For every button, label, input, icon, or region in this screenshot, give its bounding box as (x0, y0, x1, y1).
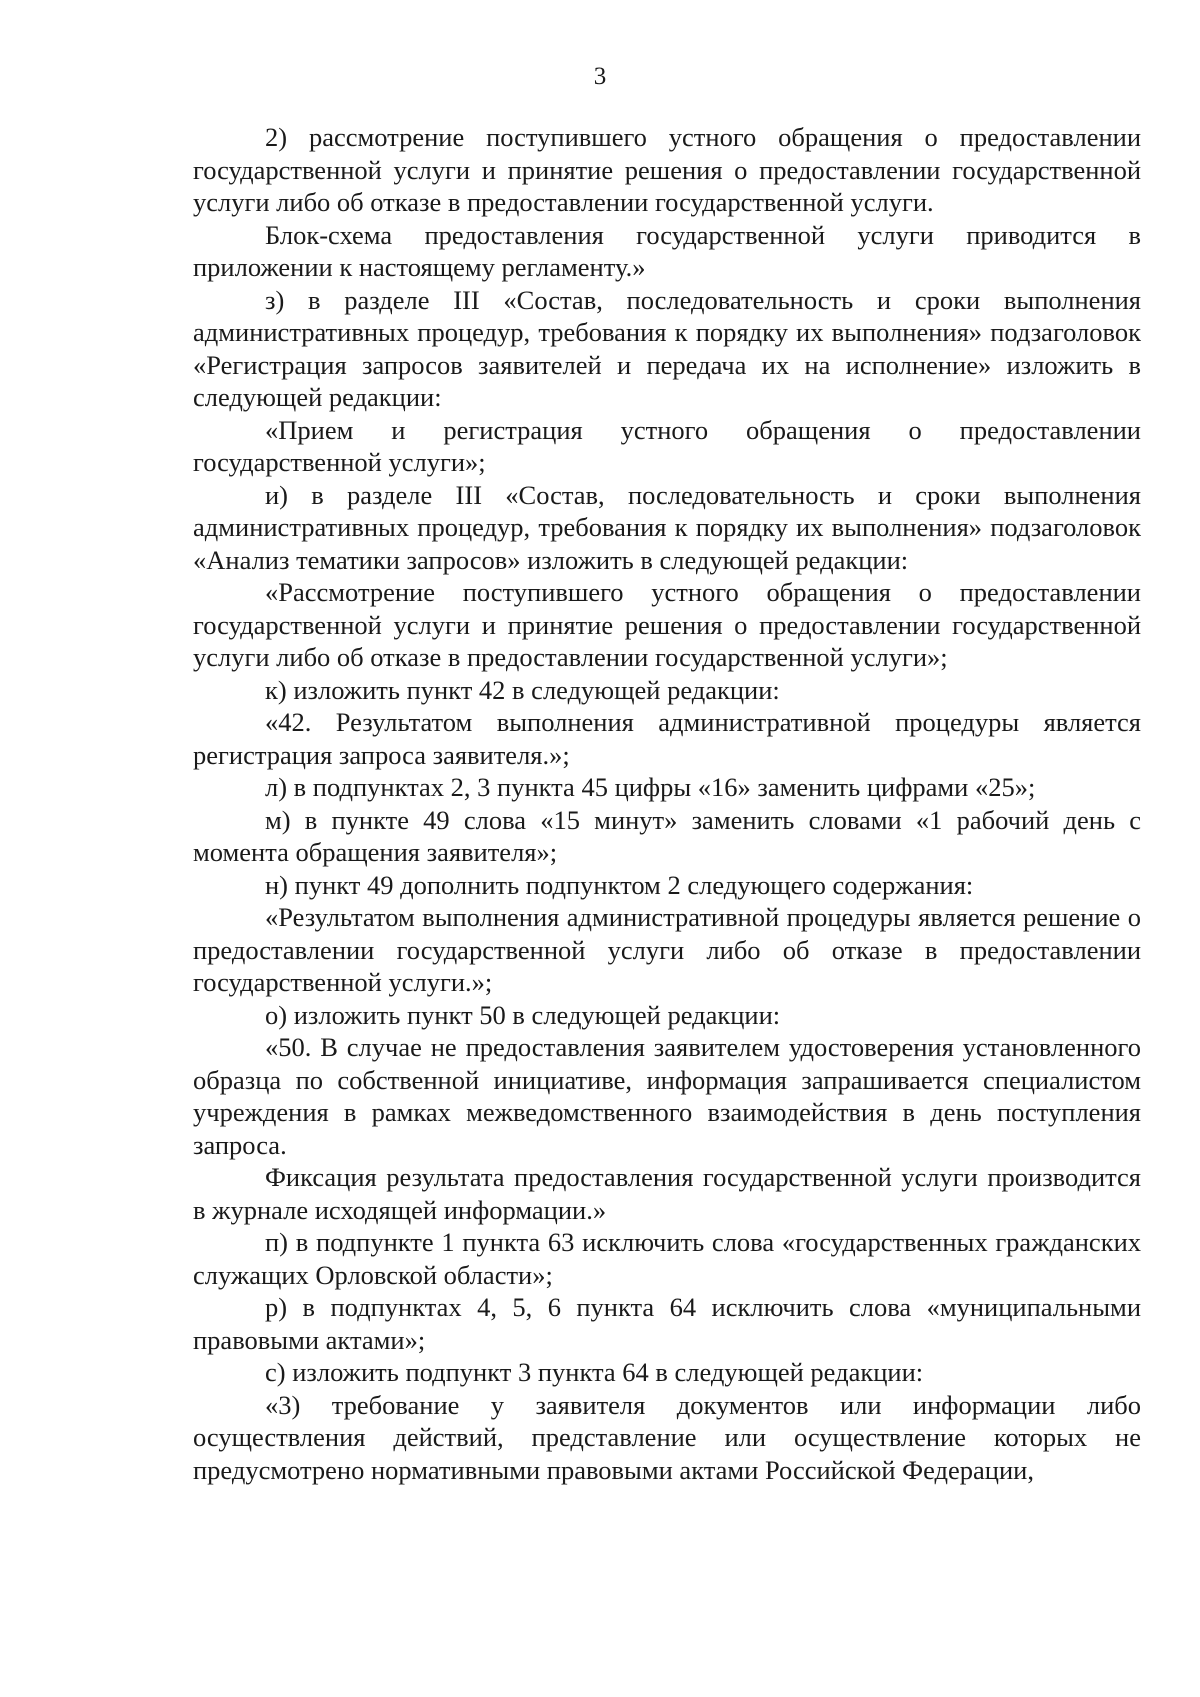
paragraph: «Результатом выполнения административной процедуры является решение о предоставлении государственной услуги либо об отказе в предоставлении государственной услуги.»; (193, 902, 1141, 997)
paragraph: з) в разделе III «Состав, последовательность и сроки выполнения административных процедур, требования к порядку их выполнения» подзаголовок «Регистрация запросов заявителей и передача их на исполнение» изложить в следующей редакции: (193, 284, 1141, 412)
paragraph: Фиксация результата предоставления государственной услуги производится в журнале исходящей информации.» (193, 1162, 1141, 1225)
paragraph: «50. В случае не предоставления заявителем удостоверения установленного образца по собственной инициативе, информация запрашивается специалистом учреждения в рамках межведомственного взаимодействия в день поступления запроса. (193, 1032, 1141, 1160)
page-number: 3 (593, 63, 607, 90)
paragraph: «3) требование у заявителя документов или информации либо осуществления действий, представление или осуществление которых не предусмотрено нормативными правовыми актами Российской Федерации, (193, 1389, 1141, 1485)
paragraph: р) в подпунктах 4, 5, 6 пункта 64 исключить слова «муниципальными правовыми актами»; (193, 1292, 1141, 1355)
paragraph: Блок-схема предоставления государственной услуги приводится в приложении к настоящему регламенту.» (193, 219, 1141, 282)
paragraph: к) изложить пункт 42 в следующей редакции: (265, 674, 780, 705)
paragraph: «Рассмотрение поступившего устного обращения о предоставлении государственной услуги и принятие решения о предоставлении государственной услуги либо об отказе в предоставлении государственной услуги»; (193, 577, 1141, 672)
paragraph: 2) рассмотрение поступившего устного обращения о предоставлении государственной услуги и принятие решения о предоставлении государственной услуги либо об отказе в предоставлении государственной услуги. (193, 122, 1141, 217)
document-body (193, 121, 1141, 1486)
paragraph: п) в подпункте 1 пункта 63 исключить слова «государственных гражданских служащих Орловской области»; (193, 1227, 1141, 1290)
paragraph: н) пункт 49 дополнить подпунктом 2 следующего содержания: (265, 869, 974, 900)
paragraph: м) в пункте 49 слова «15 минут» заменить словами «1 рабочий день с момента обращения заявителя»; (193, 804, 1141, 867)
paragraph: с) изложить подпункт 3 пункта 64 в следующей редакции: (265, 1357, 924, 1387)
paragraph: «Прием и регистрация устного обращения о предоставлении государственной услуги»; (193, 414, 1141, 477)
paragraph: о) изложить пункт 50 в следующей редакции: (265, 999, 781, 1030)
paragraph: «42. Результатом выполнения административной процедуры является регистрация запроса заявителя.»; (193, 707, 1141, 770)
paragraph: л) в подпунктах 2, 3 пункта 45 цифры «16» заменить цифрами «25»; (265, 772, 1036, 802)
paragraph: и) в разделе III «Состав, последовательность и сроки выполнения административных процедур, требования к порядку их выполнения» подзаголовок «Анализ тематики запросов» изложить в следующей редакции: (193, 479, 1141, 575)
